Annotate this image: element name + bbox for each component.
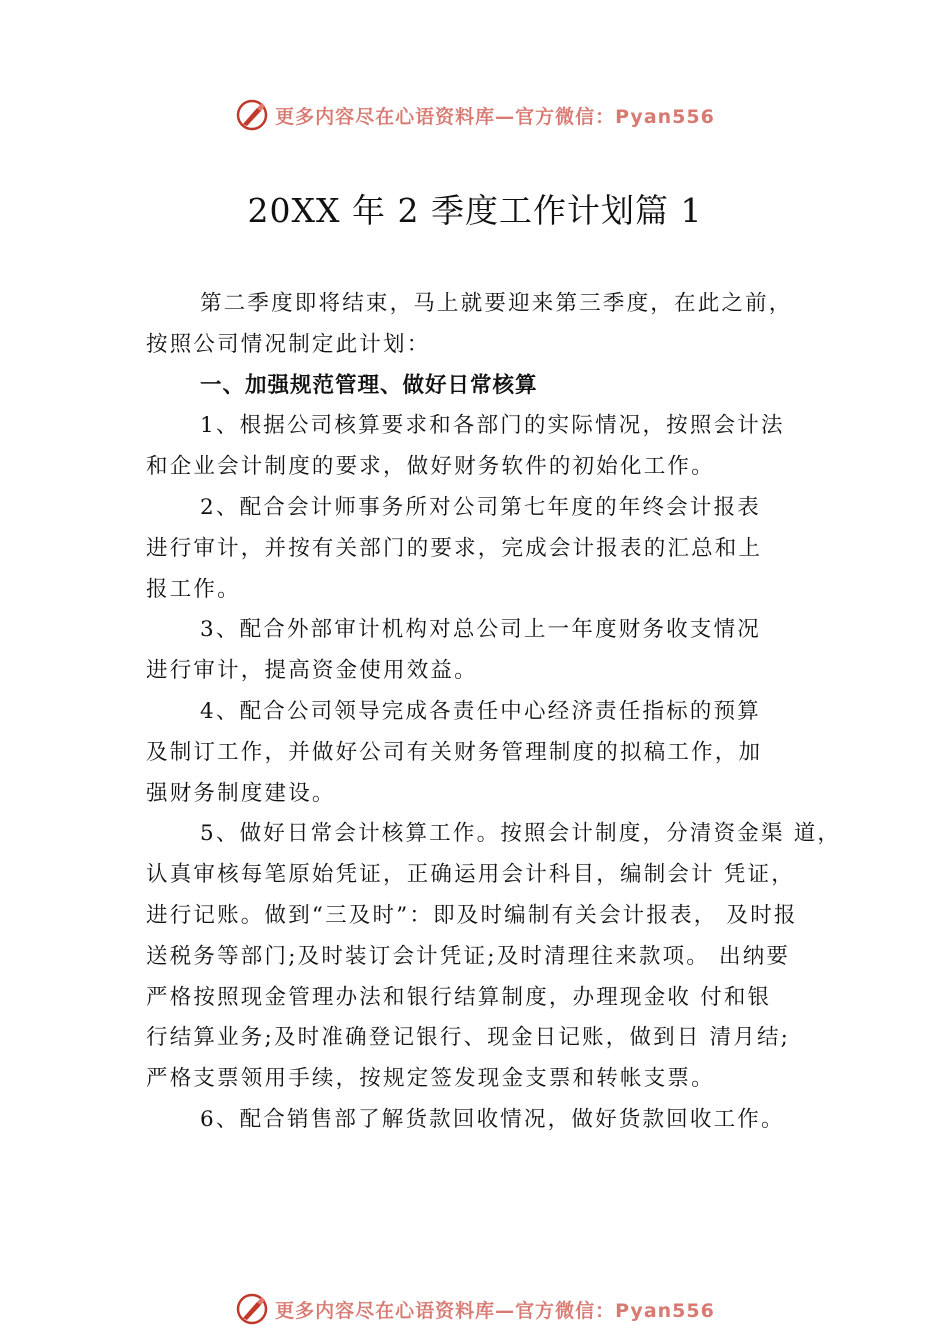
item-line: 送税务等部门;及时装订会计凭证;及时清理往来款项。 出纳要 — [146, 943, 791, 969]
item-line: 认真审核每笔原始凭证，正确运用会计科目，编制会计 凭证， — [146, 862, 795, 888]
item-line: 进行记账。做到“三及时”：即及时编制有关会计报表， 及时报 — [146, 902, 798, 928]
item-line: 严格按照现金管理办法和银行结算制度，办理现金收 付和银 — [146, 984, 772, 1010]
item-line: 及制订工作，并做好公司有关财务管理制度的拟稿工作，加 — [146, 739, 763, 765]
header-banner — [0, 95, 950, 135]
banner-text: 更多内容尽在心语资料库—官方微信：Pyan556 — [275, 105, 715, 128]
item-line: 3、配合外部审计机构对总公司上一年度财务收支情况 — [200, 617, 761, 643]
list-item — [146, 406, 846, 488]
pen-logo-icon — [235, 98, 269, 132]
item-line: 强财务制度建设。 — [146, 780, 336, 806]
item-line: 进行审计，提高资金使用效益。 — [146, 658, 478, 684]
list-item — [146, 488, 846, 610]
pen-logo-icon — [235, 1292, 269, 1326]
document-body — [146, 284, 846, 1141]
intro-line: 按照公司情况制定此计划： — [146, 331, 431, 357]
item-line: 进行审计，并按有关部门的要求，完成会计报表的汇总和上 — [146, 535, 763, 561]
item-line: 2、配合会计师事务所对公司第七年度的年终会计报表 — [200, 494, 761, 520]
banner-text: 更多内容尽在心语资料库—官方微信：Pyan556 — [275, 1299, 715, 1322]
list-item — [146, 692, 846, 814]
list-item — [146, 610, 846, 692]
item-line: 行结算业务;及时准确登记银行、现金日记账，做到日 清月结; — [146, 1025, 791, 1051]
item-line: 严格支票领用手续，按规定签发现金支票和转帐支票。 — [146, 1066, 715, 1092]
item-line: 5、做好日常会计核算工作。按照会计制度，分清资金渠 道， — [200, 821, 842, 847]
item-line: 4、配合公司领导完成各责任中心经济责任指标的预算 — [200, 698, 761, 724]
item-line: 报工作。 — [146, 576, 241, 602]
intro-paragraph — [146, 284, 846, 366]
item-line: 6、配合销售部了解货款回收情况，做好货款回收工作。 — [200, 1106, 785, 1132]
footer-banner — [0, 1289, 950, 1329]
intro-line: 第二季度即将结束，马上就要迎来第三季度，在此之前， — [200, 291, 793, 316]
item-line: 和企业会计制度的要求，做好财务软件的初始化工作。 — [146, 454, 715, 480]
page-title: 20XX 年 2 季度工作计划篇 1 — [247, 191, 703, 230]
list-item — [146, 1100, 846, 1141]
section-heading: 一、加强规范管理、做好日常核算 — [200, 372, 538, 398]
item-line: 1、根据公司核算要求和各部门的实际情况，按照会计法 — [200, 413, 785, 439]
list-item — [146, 814, 846, 1100]
